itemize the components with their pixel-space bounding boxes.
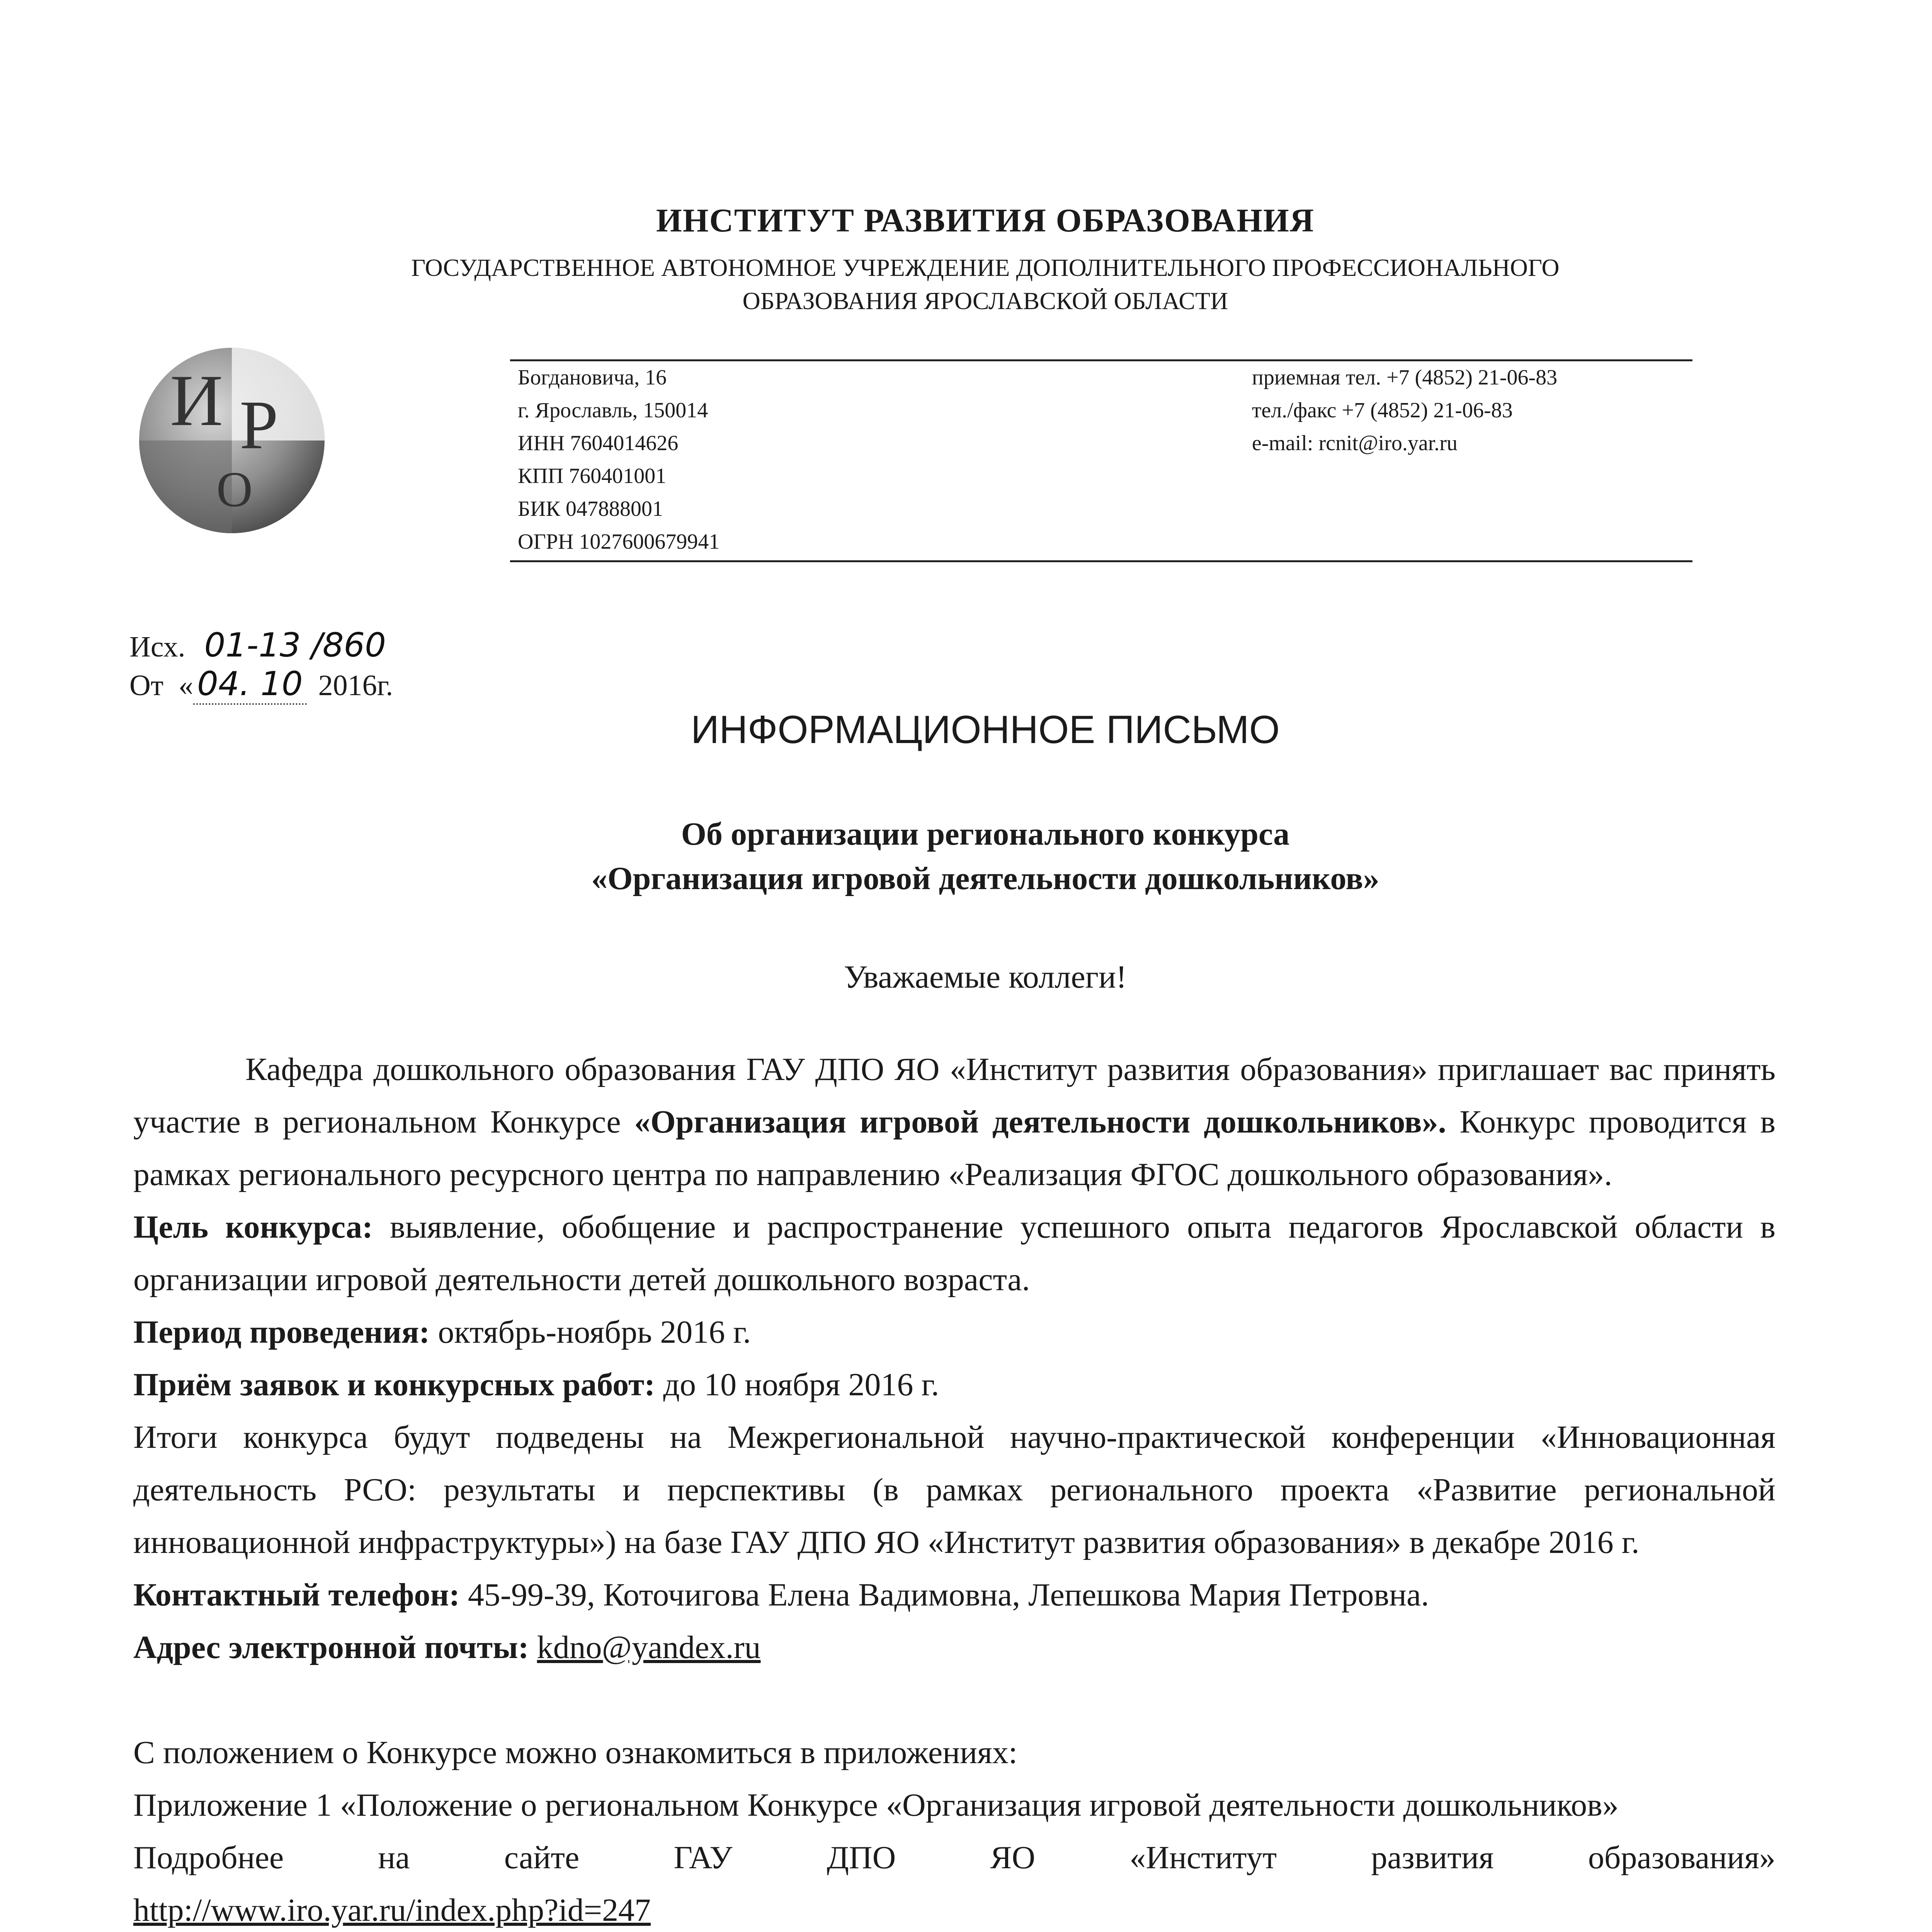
logo-letter-o: О <box>216 462 253 517</box>
date-label: От <box>129 669 164 702</box>
annex-intro: С положением о Конкурсе можно ознакомиться в приложениях: <box>133 1735 1018 1770</box>
org-title: ИНСТИТУТ РАЗВИТИЯ ОБРАЗОВАНИЯ <box>656 202 1315 239</box>
date-quote: « <box>179 669 194 702</box>
phone-line: приемная тел. +7 (4852) 21-06-83 <box>1252 366 1558 389</box>
kpp-line: КПП 760401001 <box>518 464 667 488</box>
intro-text-end: Конкурс проводится в рамках регионального ресурсного центра по направлению «Реализация ФГОС дошкольного образования». <box>133 1104 1776 1192</box>
subject-line-1: Об организации регионального конкурса <box>681 816 1290 852</box>
goal-text: выявление, обобщение и распространение успешного опыта педагогов Ярославской области в организации игровой деятельности детей дошкольного возраста. <box>133 1209 1776 1298</box>
applications-text: до 10 ноября 2016 г. <box>655 1367 939 1403</box>
applications-label: Приём заявок и конкурсных работ: <box>133 1367 655 1403</box>
org-subtitle-line-1: ГОСУДАРСТВЕННОЕ АВТОНОМНОЕ УЧРЕЖДЕНИЕ ДОПОЛНИТЕЛЬНОГО ПРОФЕССИОНАЛЬНОГО <box>411 254 1560 281</box>
contact-email-paragraph <box>133 1621 1776 1674</box>
annex-1: Приложение 1 «Положение о региональном Конкурсе «Организация игровой деятельности дошкольников» <box>133 1787 1619 1823</box>
contest-name: «Организация игровой деятельности дошкольников». <box>634 1104 1446 1140</box>
address-line: г. Ярославль, 150014 <box>518 398 708 422</box>
contact-phone-text: 45-99-39, Коточигова Елена Вадимовна, Лепешкова Мария Петровна. <box>459 1577 1429 1613</box>
outgoing-label: Исх. <box>129 631 185 663</box>
salutation: Уважаемые коллеги! <box>844 959 1127 995</box>
date-value: 04. 10 <box>193 665 307 705</box>
iro-logo-icon <box>128 336 328 537</box>
results-paragraph: Итоги конкурса будут подведены на Межрегиональной научно-практической конференции «Инновационная деятельность РСО: результаты и перспективы (в рамках регионального проекта «Развитие региональной инновационной инфраструктуры») на базе ГАУ ДПО ЯО «Институт развития образования» в декабре 2016 г. <box>133 1419 1776 1560</box>
contact-email-label: Адрес электронной почты: <box>133 1629 529 1665</box>
address-line: Богдановича, 16 <box>518 366 667 389</box>
fax-line: тел./факс +7 (4852) 21-06-83 <box>1252 398 1513 422</box>
org-subtitle-line-2: ОБРАЗОВАНИЯ ЯРОСЛАВСКОЙ ОБЛАСТИ <box>742 287 1228 315</box>
letter-date <box>129 665 393 703</box>
goal-paragraph <box>133 1201 1776 1306</box>
period-paragraph <box>133 1306 1776 1359</box>
logo-letter-r: Р <box>240 386 279 463</box>
header-rule-bottom <box>510 560 1692 562</box>
inn-line: ИНН 7604014626 <box>518 431 679 455</box>
contact-phone-paragraph <box>133 1569 1776 1621</box>
contact-phone-label: Контактный телефон: <box>133 1577 460 1613</box>
logo-letter-i: И <box>170 360 223 441</box>
letter-body <box>133 1043 1776 1932</box>
intro-paragraph <box>133 1043 1776 1201</box>
more-info-text: Подробнее на сайте ГАУ ДПО ЯО «Институт развития образования» <box>133 1840 1776 1876</box>
email-line: e-mail: rcnit@iro.yar.ru <box>1252 431 1458 455</box>
goal-label: Цель конкурса: <box>133 1209 373 1245</box>
ogrn-line: ОГРН 1027600679941 <box>518 530 720 554</box>
contact-email-link[interactable]: kdno@yandex.ru <box>537 1629 761 1665</box>
intro-text: Кафедра дошкольного образования ГАУ ДПО ЯО «Институт развития образования» приглашает вас принять участие в региональном Конкурсе <box>133 1051 1776 1140</box>
period-text: октябрь-ноябрь 2016 г. <box>430 1314 751 1350</box>
address-left <box>518 361 719 558</box>
subject-line-2: «Организация игровой деятельности дошкольников» <box>591 861 1379 896</box>
period-label: Период проведения: <box>133 1314 430 1350</box>
outgoing-number <box>129 626 386 665</box>
applications-paragraph <box>133 1359 1776 1411</box>
bik-line: БИК 047888001 <box>518 497 663 521</box>
outgoing-number-value: 01-13 /860 <box>204 626 386 665</box>
contacts-right <box>1252 361 1557 460</box>
date-year: 2016г. <box>318 669 393 702</box>
document-type: ИНФОРМАЦИОННОЕ ПИСЬМО <box>690 707 1280 752</box>
more-info-link[interactable]: http://www.iro.yar.ru/index.php?id=247 <box>133 1892 651 1928</box>
